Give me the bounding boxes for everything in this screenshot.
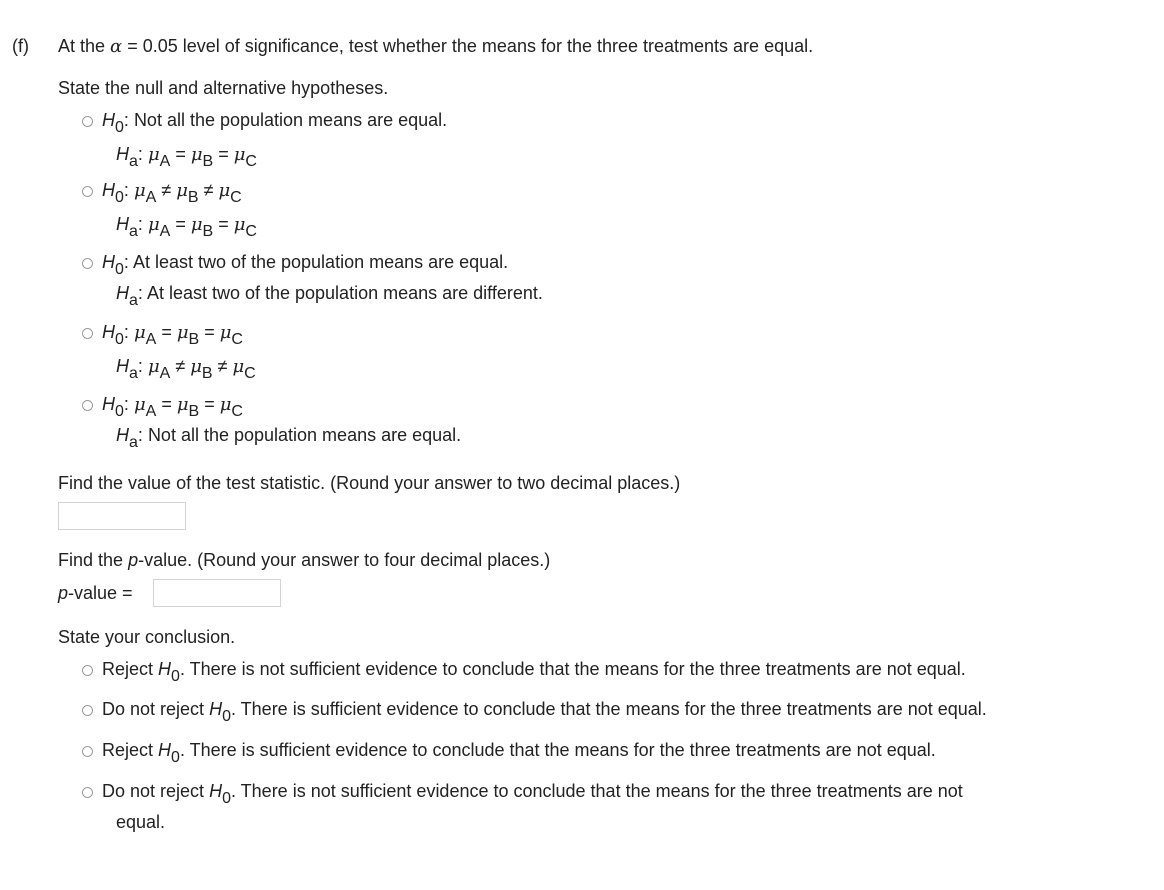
intro-prefix: At the [58,36,106,56]
hypothesis-option-2-ha: Ha: μA = μB = μC [116,214,257,240]
test-statistic-input[interactable] [58,502,186,530]
hypothesis-option-1-ha: Ha: μA = μB = μC [116,144,257,170]
conclusion-option-3-radio[interactable] [82,746,93,757]
hypotheses-prompt: State the null and alternative hypotheses. [58,78,389,98]
conclusion-option-4-continuation: equal. [116,812,166,832]
alpha-symbol: α [110,36,123,57]
p-value-label: p-value = [58,583,133,603]
p-value-input[interactable] [153,579,281,607]
hypothesis-option-5-ha: Ha: Not all the population means are equal. [116,425,462,451]
conclusion-option-3-text: Reject H0. There is sufficient evidence to conclude that the means for the three treatments are not equal. [102,740,936,766]
hypothesis-option-3-h0: H0: At least two of the population means are equal. [102,252,509,278]
conclusion-option-4-text: Do not reject H0. There is not sufficient evidence to conclude that the means for the three treatments are not [102,781,963,807]
alpha-text: = 0.05 level of significance, test whether the means for the three treatments are equal. [127,36,814,56]
question-text [58,34,813,59]
part-label: (f) [12,36,29,56]
hypothesis-option-5-h0: H0: μA = μB = μC [102,394,243,420]
hypothesis-option-1-h0: H0: Not all the population means are equal. [102,110,448,136]
conclusion-option-1-text: Reject H0. There is not sufficient evidence to conclude that the means for the three treatments are not equal. [102,659,966,685]
test-statistic-prompt: Find the value of the test statistic. (Round your answer to two decimal places.) [58,473,681,493]
conclusion-option-2-text: Do not reject H0. There is sufficient evidence to conclude that the means for the three treatments are not equal. [102,699,987,725]
conclusion-option-1-radio[interactable] [82,665,93,676]
hypothesis-option-3-radio[interactable] [82,258,93,269]
hypothesis-option-3-ha: Ha: At least two of the population means are different. [116,283,543,309]
hypothesis-option-4-radio[interactable] [82,328,93,339]
conclusion-prompt: State your conclusion. [58,627,236,647]
hypothesis-option-1-radio[interactable] [82,116,93,127]
hypothesis-option-5-radio[interactable] [82,400,93,411]
hypothesis-option-4-h0: H0: μA = μB = μC [102,322,243,348]
hypothesis-option-2-h0: H0: μA ≠ μB ≠ μC [102,180,242,206]
hypothesis-option-4-ha: Ha: μA ≠ μB ≠ μC [116,356,256,382]
hypothesis-option-2-radio[interactable] [82,186,93,197]
conclusion-option-2-radio[interactable] [82,705,93,716]
conclusion-option-4-radio[interactable] [82,787,93,798]
p-value-prompt: Find the p-value. (Round your answer to four decimal places.) [58,550,551,570]
